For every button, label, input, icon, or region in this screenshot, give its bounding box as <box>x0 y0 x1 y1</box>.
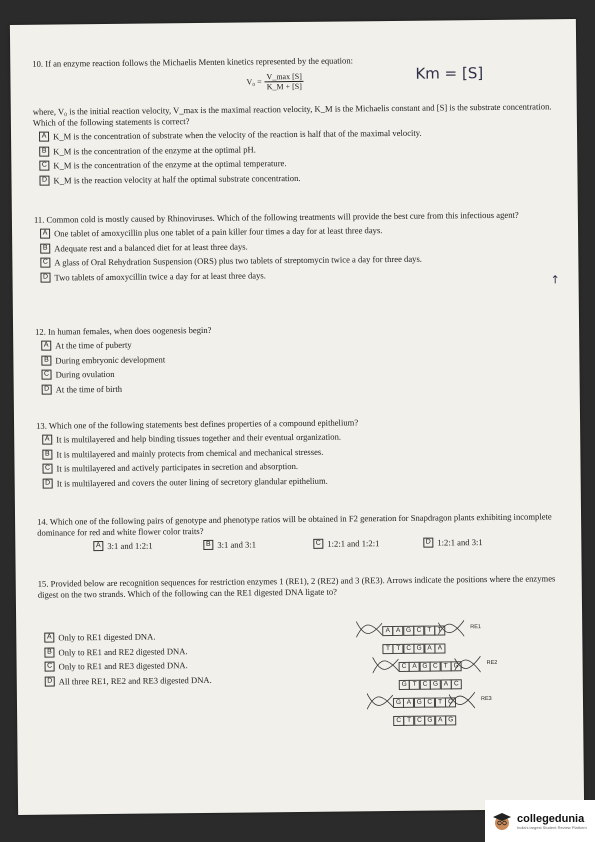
option-a[interactable]: A It is multilayered and help binding tissues together and their eventual organization. <box>42 429 564 445</box>
equation-lhs: V₀ = <box>246 77 262 87</box>
option-key: D <box>45 676 55 686</box>
equation-numerator: V_max [S] <box>264 72 303 82</box>
option-key: D <box>39 175 49 185</box>
option-c[interactable]: C It is multilayered and actively participates in secretion and absorption. <box>42 458 564 474</box>
option-c[interactable]: C K_M is the concentration of the enzyme at the optimal temperature. <box>39 155 561 171</box>
option-key: B <box>39 146 49 156</box>
question-15 <box>38 573 566 604</box>
option-key: C <box>313 539 323 549</box>
question-number: 14. <box>37 516 48 527</box>
option-key: B <box>41 355 51 365</box>
option-key: C <box>45 662 55 672</box>
question-number: 11. <box>33 214 45 225</box>
question-stem: If an enzyme reaction follows the Michaelis Menten kinetics represented by the equation: <box>45 55 354 69</box>
logo-name: collegedunia <box>517 812 585 825</box>
option-c[interactable]: C 1:2:1 and 1:2:1 <box>313 538 423 550</box>
enzyme-label: RE1 <box>470 624 481 631</box>
option-key: C <box>39 161 49 171</box>
option-key: B <box>40 243 50 253</box>
question-11 <box>34 209 563 287</box>
question-stem: In human females, when does oogenesis begin? <box>47 324 212 337</box>
question-12 <box>35 321 564 399</box>
option-key: B <box>44 647 54 657</box>
dna-helix-right-icon <box>438 618 464 638</box>
question-stem: Which one of the following statements best defines properties of a compound epithelium? <box>48 417 359 431</box>
option-a[interactable]: A One tablet of amoxycillin plus one tablet of a pain killer four times a day for at least three days. <box>40 223 562 239</box>
option-d[interactable]: D At the time of birth <box>42 379 564 395</box>
option-d[interactable]: D All three RE1, RE2 and RE3 digested DNA. <box>45 673 299 687</box>
option-key: D <box>423 538 433 548</box>
option-key: A <box>39 132 49 142</box>
option-key: B <box>42 449 52 459</box>
exam-page <box>10 19 584 815</box>
dna-bottom-strand: C T C G A G <box>393 708 456 727</box>
option-a[interactable]: A 3:1 and 1:2:1 <box>93 540 203 552</box>
option-c[interactable]: C A glass of Oral Rehydration Suspension (ORS) plus two tablets of streptomycin twice a day for three days. <box>40 252 562 268</box>
question-stem: Which one of the following pairs of genotype and phenotype ratios will be obtained in F2 generation for Snapdragon plants exhibiting incomplete dominance for red and white flower color traits? <box>37 511 552 538</box>
dna-helix-left-icon <box>372 655 398 675</box>
handwritten-mark: ↑ <box>550 273 560 287</box>
dna-bottom-strand: T T C G A A <box>382 636 445 655</box>
option-key: D <box>40 272 50 282</box>
question-13 <box>36 415 565 493</box>
option-key: D <box>42 384 52 394</box>
question-stem: Provided below are recognition sequences for restriction enzymes 1 (RE1), 2 (RE2) and 3 (RE3). Arrows indicate the positions where the enzymes digest on the two strands. Which of the following can the RE1 digested DNA ligate to? <box>37 573 556 600</box>
option-key: A <box>42 435 52 445</box>
option-b[interactable]: B Adequate rest and a balanced diet for at least three days. <box>40 238 562 254</box>
option-key: C <box>40 258 50 268</box>
question-stem-continued: where, V₀ is the initial reaction velocity, V_max is the maximal reaction velocity, K_M is the Michaelis constant and [S] is the substrate concentration. Which of the following statements is correct? <box>32 101 552 128</box>
option-d[interactable]: D Two tablets of amoxycillin twice a day for at least three days. <box>40 267 562 283</box>
graduate-avatar-icon <box>491 810 513 832</box>
equation-denominator: K_M + [S] <box>266 81 302 92</box>
dna-bottom-strand: G T C G A C <box>399 672 462 691</box>
logo-tagline: India's largest Student Review Platform <box>517 824 587 830</box>
collegedunia-logo <box>485 800 595 842</box>
option-b[interactable]: B Only to RE1 and RE2 digested DNA. <box>44 644 298 658</box>
question-number: 13. <box>36 420 47 431</box>
option-key: A <box>41 341 51 351</box>
dna-helix-left-icon <box>356 619 382 639</box>
option-key: C <box>42 464 52 474</box>
option-a[interactable]: A Only to RE1 digested DNA. <box>44 630 298 644</box>
option-d[interactable]: D It is multilayered and covers the outer lining of secretory glandular epithelium. <box>43 473 565 489</box>
option-key: A <box>40 229 50 239</box>
question-14 <box>37 511 565 553</box>
option-key: D <box>43 478 53 488</box>
option-key: A <box>44 633 54 643</box>
option-key: B <box>203 540 213 550</box>
dna-top-strand: C A G C T G <box>398 654 461 673</box>
enzyme-label: RE3 <box>480 695 492 703</box>
option-b[interactable]: B During embryonic development <box>41 350 563 366</box>
option-d[interactable]: D K_M is the reaction velocity at half the optimal substrate concentration. <box>39 170 561 186</box>
option-b[interactable]: B 3:1 and 3:1 <box>203 539 313 551</box>
question-10-body <box>33 101 562 190</box>
option-key: C <box>41 370 51 380</box>
michaelis-equation <box>246 72 304 92</box>
question-number: 12. <box>35 326 46 337</box>
option-d[interactable]: D 1:2:1 and 3:1 <box>423 537 533 549</box>
inline-options <box>93 536 565 552</box>
option-b[interactable]: B It is multilayered and mainly protects from chemical and mechanical stresses. <box>42 444 564 460</box>
dna-top-strand: G A G C T C <box>393 690 456 709</box>
option-c[interactable]: C During ovulation <box>41 364 563 380</box>
option-c[interactable]: C Only to RE1 and RE3 digested DNA. <box>45 659 299 673</box>
question-15-options <box>38 630 299 691</box>
handwritten-note: Km = [S] <box>415 64 484 83</box>
option-a[interactable]: A K_M is the concentration of substrate when the velocity of the reaction is half that of the maximal velocity. <box>39 126 561 142</box>
question-number: 15. <box>37 578 49 589</box>
option-a[interactable]: A At the time of puberty <box>41 335 563 351</box>
enzyme-label: RE2 <box>486 659 498 667</box>
question-number: 10. <box>32 58 44 69</box>
option-b[interactable]: B K_M is the concentration of the enzyme at the optimal pH. <box>39 141 561 157</box>
dna-top-strand: A A G C T T <box>382 618 445 637</box>
dna-helix-left-icon <box>367 691 393 711</box>
dna-helix-right-icon <box>449 690 475 710</box>
option-key: A <box>93 541 103 551</box>
question-stem: Common cold is mostly caused by Rhinoviruses. Which of the following treatments will provide the best cure from this infectious agent? <box>46 209 519 225</box>
dna-helix-right-icon <box>454 654 480 674</box>
